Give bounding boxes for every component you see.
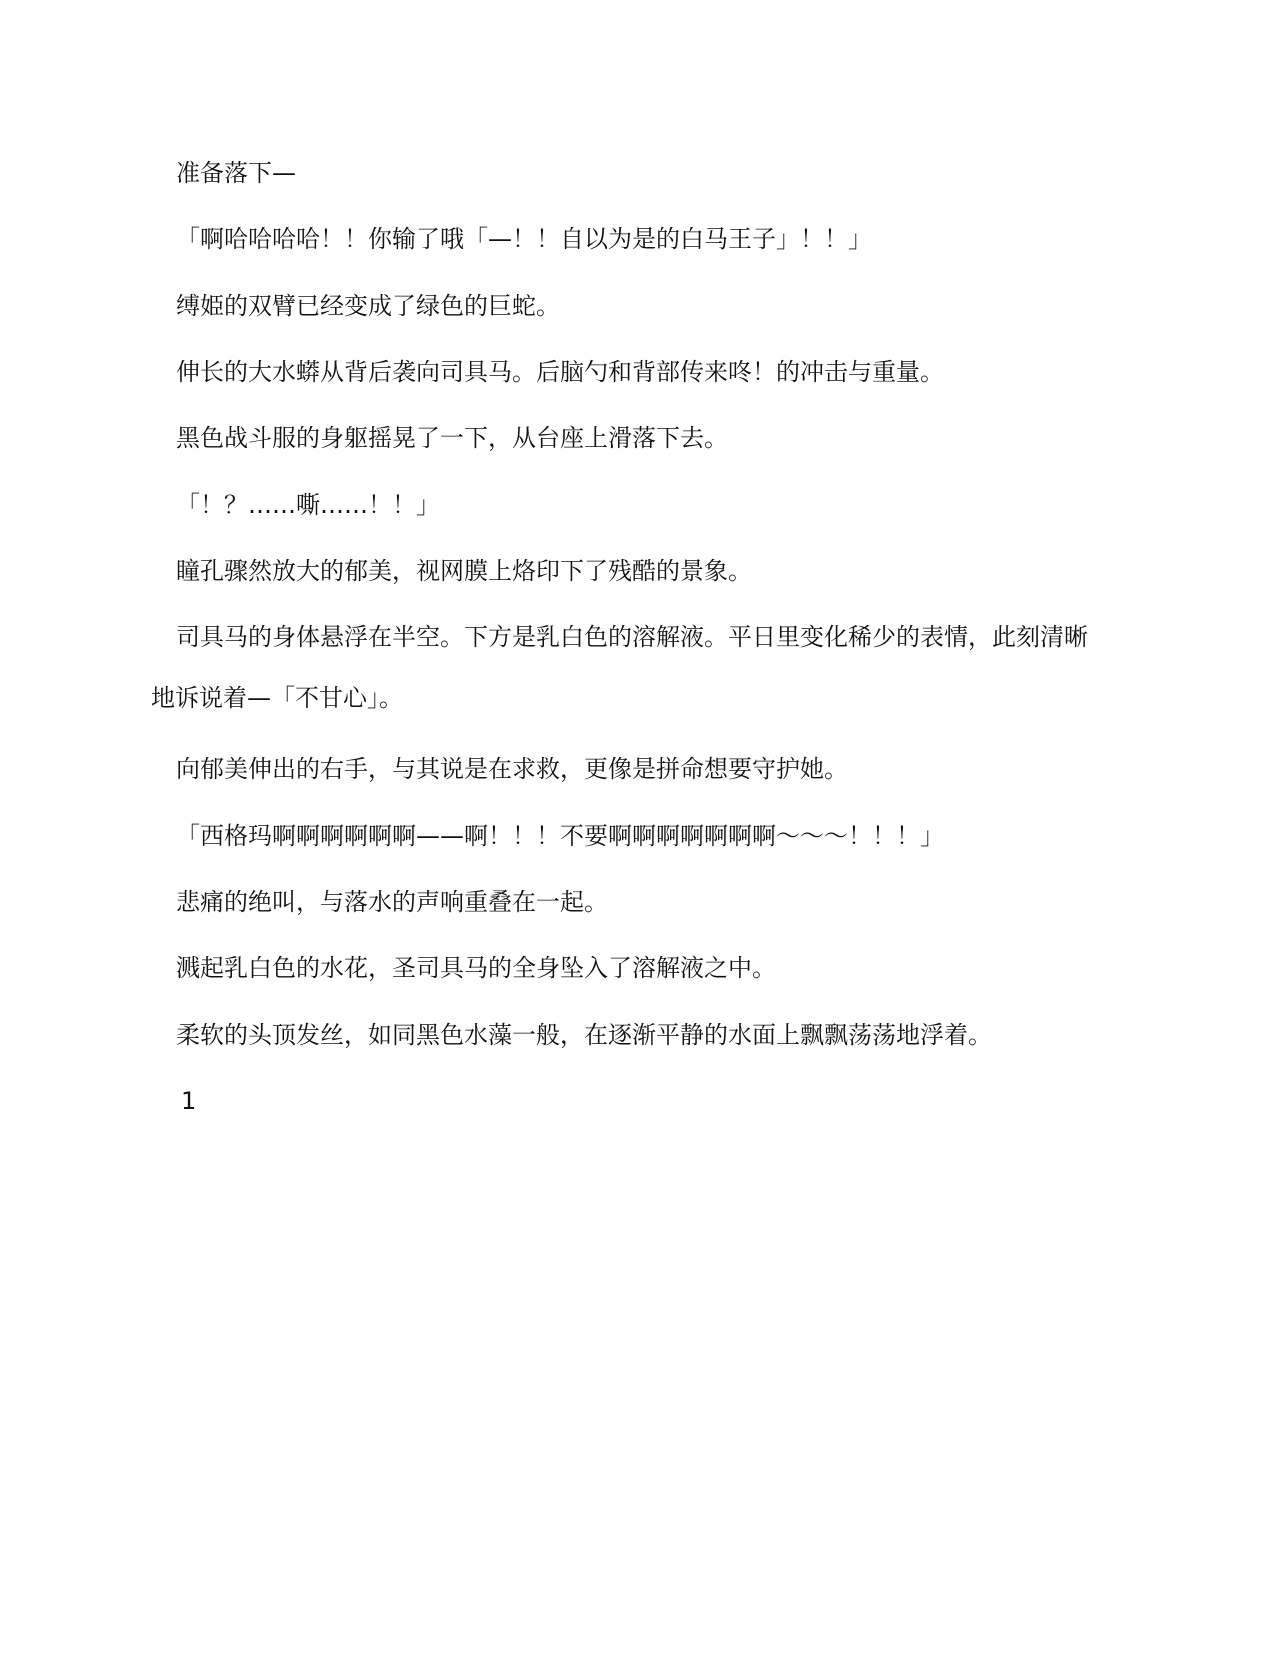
paragraph-4: 伸长的大水蟒从背后袭向司具马。后脑勺和背部传来咚！的冲击与重量。 xyxy=(176,358,944,386)
paragraph-8 xyxy=(151,621,1088,714)
paragraph-7: 瞳孔骤然放大的郁美，视网膜上烙印下了残酷的景象。 xyxy=(176,557,752,585)
paragraph-11: 悲痛的绝叫，与落水的声响重叠在一起。 xyxy=(176,888,608,916)
paragraph-6: 「！？……嘶……！！」 xyxy=(176,491,440,519)
paragraph-9: 向郁美伸出的右手，与其说是在求救，更像是拼命想要守护她。 xyxy=(176,755,848,783)
paragraph-8-line-1: 司具马的身体悬浮在半空。下方是乳白色的溶解液。平日里变化稀少的表情，此刻清晰 xyxy=(176,623,1088,651)
paragraph-8-line-2: 地诉说着—「不甘心」。 xyxy=(151,684,403,712)
paragraph-2: 「啊哈哈哈哈！！你输了哦「—！！自以为是的白马王子」！！」 xyxy=(176,225,872,253)
paragraph-5: 黑色战斗服的身躯摇晃了一下，从台座上滑落下去。 xyxy=(176,424,728,452)
paragraph-10: 「西格玛啊啊啊啊啊啊——啊！！！不要啊啊啊啊啊啊啊〜〜〜！！！」 xyxy=(176,822,944,850)
page-number: 1 xyxy=(181,1087,197,1115)
paragraph-13: 柔软的头顶发丝，如同黑色水藻一般，在逐渐平静的水面上飘飘荡荡地浮着。 xyxy=(176,1021,992,1049)
paragraph-3: 缚姫的双臂已经变成了绿色的巨蛇。 xyxy=(176,292,560,320)
paragraph-1: 准备落下— xyxy=(176,159,296,187)
paragraph-12: 溅起乳白色的水花，圣司具马的全身坠入了溶解液之中。 xyxy=(176,954,776,982)
